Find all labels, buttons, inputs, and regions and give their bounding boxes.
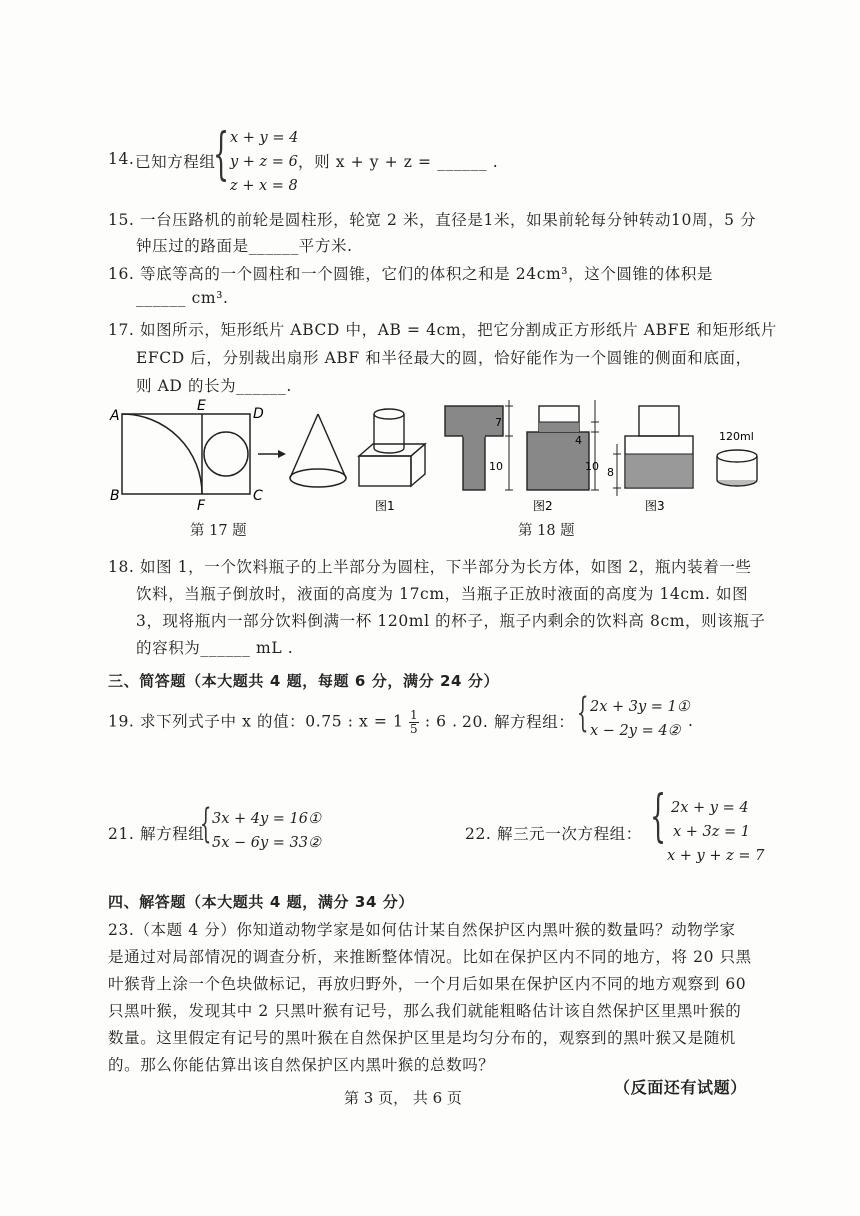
figure-18	[345, 396, 775, 516]
q17-line1: 17. 如图所示，矩形纸片 ABCD 中，AB = 4cm，把它分割成正方形纸片 ABFE 和矩形纸片	[108, 321, 777, 339]
fig3-bottle	[625, 406, 693, 488]
label-b: B	[110, 488, 120, 504]
fig1-bottle	[359, 409, 425, 486]
q19	[108, 709, 458, 736]
q23-line1: 23.（本题 4 分）你知道动物学家是如何估计某自然保护区内黑叶猴的数量吗？动物学家	[108, 921, 736, 939]
q21-eq1: 3x + 4y = 16①	[212, 811, 322, 827]
section-4-heading: 四、解答题（本大题共 4 题，满分 34 分）	[108, 893, 415, 911]
q15-line1: 15. 一台压路机的前轮是圆柱形，轮宽 2 米，直径是1米，如果前轮每分钟转动10周，5 分	[108, 211, 757, 229]
q21-system	[212, 807, 321, 855]
q23-line6: 的。那么你能估算出该自然保护区内黑叶猴的总数吗？	[108, 1056, 495, 1074]
q17-line2: EFCD 后，分别裁出扇形 ABF 和半径最大的圆，恰好能作为一个圆锥的侧面和底面，	[136, 349, 752, 367]
cup	[717, 450, 757, 486]
q18-line2: 饮料，当瓶子倒放时，液面的高度为 17cm，当瓶子正放时液面的高度为 14cm. 如图	[136, 585, 749, 603]
fig2-caption: 图2	[533, 499, 553, 513]
fig18-caption: 第 18 题	[518, 523, 575, 539]
label-a: A	[110, 408, 120, 424]
q20-brace: {	[577, 690, 589, 736]
q22-eq2: x + 3z = 1	[673, 824, 751, 840]
q23-line2: 是通过对局部情况的调查分析，来推断整体情况。比如在保护区内不同的地方，将 20 只黑	[108, 948, 752, 966]
continue-note: （反面还有试题）	[614, 1078, 747, 1097]
q18-line4: 的容积为______ mL .	[136, 639, 294, 657]
fig2-label-4: 4	[575, 434, 582, 447]
q23-line5: 数量。这里假定有记号的黑叶猴在自然保护区里是均匀分布的，观察到的黑叶猴又是随机	[108, 1029, 736, 1047]
q14-suffix: ，则 x + y + z = ______ .	[298, 153, 499, 171]
q20-prefix: 20. 解方程组：	[462, 713, 575, 731]
q22-brace: {	[650, 784, 667, 849]
q22-system	[667, 796, 764, 868]
q20-tail: .	[688, 712, 694, 730]
q16-line2: ______ cm³.	[136, 289, 229, 307]
q19-text: 19. 求下列式子中 x 的值：0.75 : x = 1	[108, 712, 404, 731]
q18-line3: 3，现将瓶内一部分饮料倒满一杯 120ml 的杯子，瓶子内剩余的饮料高 8cm，则该瓶子	[136, 612, 766, 630]
sector-arc	[122, 414, 202, 494]
inner-circle	[204, 432, 248, 476]
q22-eq1: 2x + y = 4	[671, 800, 749, 816]
q18-line1: 18. 如图 1，一个饮料瓶子的上半部分为圆柱，下半部分为长方体，如图 2，瓶内装着一些	[108, 558, 752, 576]
cup-label: 120ml	[719, 430, 754, 443]
fig17-caption: 第 17 题	[190, 523, 247, 539]
label-f: F	[197, 498, 206, 511]
q20-eq1: 2x + 3y = 1①	[590, 699, 690, 715]
label-e: E	[197, 398, 206, 414]
q14-eq3: z + x = 8	[230, 178, 298, 194]
fig1-caption: 图1	[375, 499, 395, 513]
fig3-caption: 图3	[645, 499, 665, 513]
rect-abcd	[122, 414, 250, 494]
fig2-label-7: 7	[495, 416, 502, 429]
label-c: C	[253, 488, 263, 504]
q20-system	[590, 695, 690, 743]
arrow-head	[278, 450, 286, 458]
q21-prefix: 21. 解方程组	[108, 825, 205, 843]
q14-prefix: 已知方程组	[135, 153, 216, 171]
q23-line3: 叶猴背上涂一个色块做标记，再放归野外，一个月后如果在保护区内不同的地方观察到 60	[108, 975, 747, 993]
fig2-upright-bottle	[527, 406, 589, 490]
q21-eq2: 5x − 6y = 33②	[212, 835, 322, 851]
q15-line2: 钟压过的路面是______平方米.	[136, 237, 353, 255]
q19-tail: : 6 .	[424, 712, 458, 731]
page-footer: 第 3 页， 共 6 页	[344, 1089, 462, 1107]
q22-prefix: 22. 解三元一次方程组：	[465, 825, 642, 843]
q22-eq3: x + y + z = 7	[667, 848, 765, 864]
q20-eq2: x − 2y = 4②	[590, 723, 681, 739]
q23-line4: 只黑叶猴，发现其中 2 只黑叶猴有记号，那么我们就能粗略估计该自然保护区里黑叶猴的	[108, 1002, 742, 1020]
q21-brace: {	[200, 801, 212, 847]
section-3-heading: 三、简答题（本大题共 4 题，每题 6 分，满分 24 分）	[108, 672, 500, 690]
cone-base	[290, 469, 346, 487]
fig2-label-10a: 10	[489, 460, 503, 473]
q14-number: 14.	[108, 150, 135, 168]
q14-brace: {	[213, 122, 230, 187]
q14-system	[230, 126, 298, 198]
q19-fraction: $\frac{1}{5}$	[410, 708, 419, 736]
fig3-label-8: 8	[607, 466, 614, 479]
label-d: D	[253, 406, 264, 422]
q16-line1: 16. 等底等高的一个圆柱和一个圆锥，它们的体积之和是 24cm³，这个圆锥的体积是	[108, 265, 714, 283]
q14-eq2: y + z = 6	[230, 154, 298, 170]
q14-eq1: x + y = 4	[230, 130, 299, 146]
fig2-label-10b: 10	[585, 460, 599, 473]
q17-line3: 则 AD 的长为______.	[136, 377, 292, 395]
